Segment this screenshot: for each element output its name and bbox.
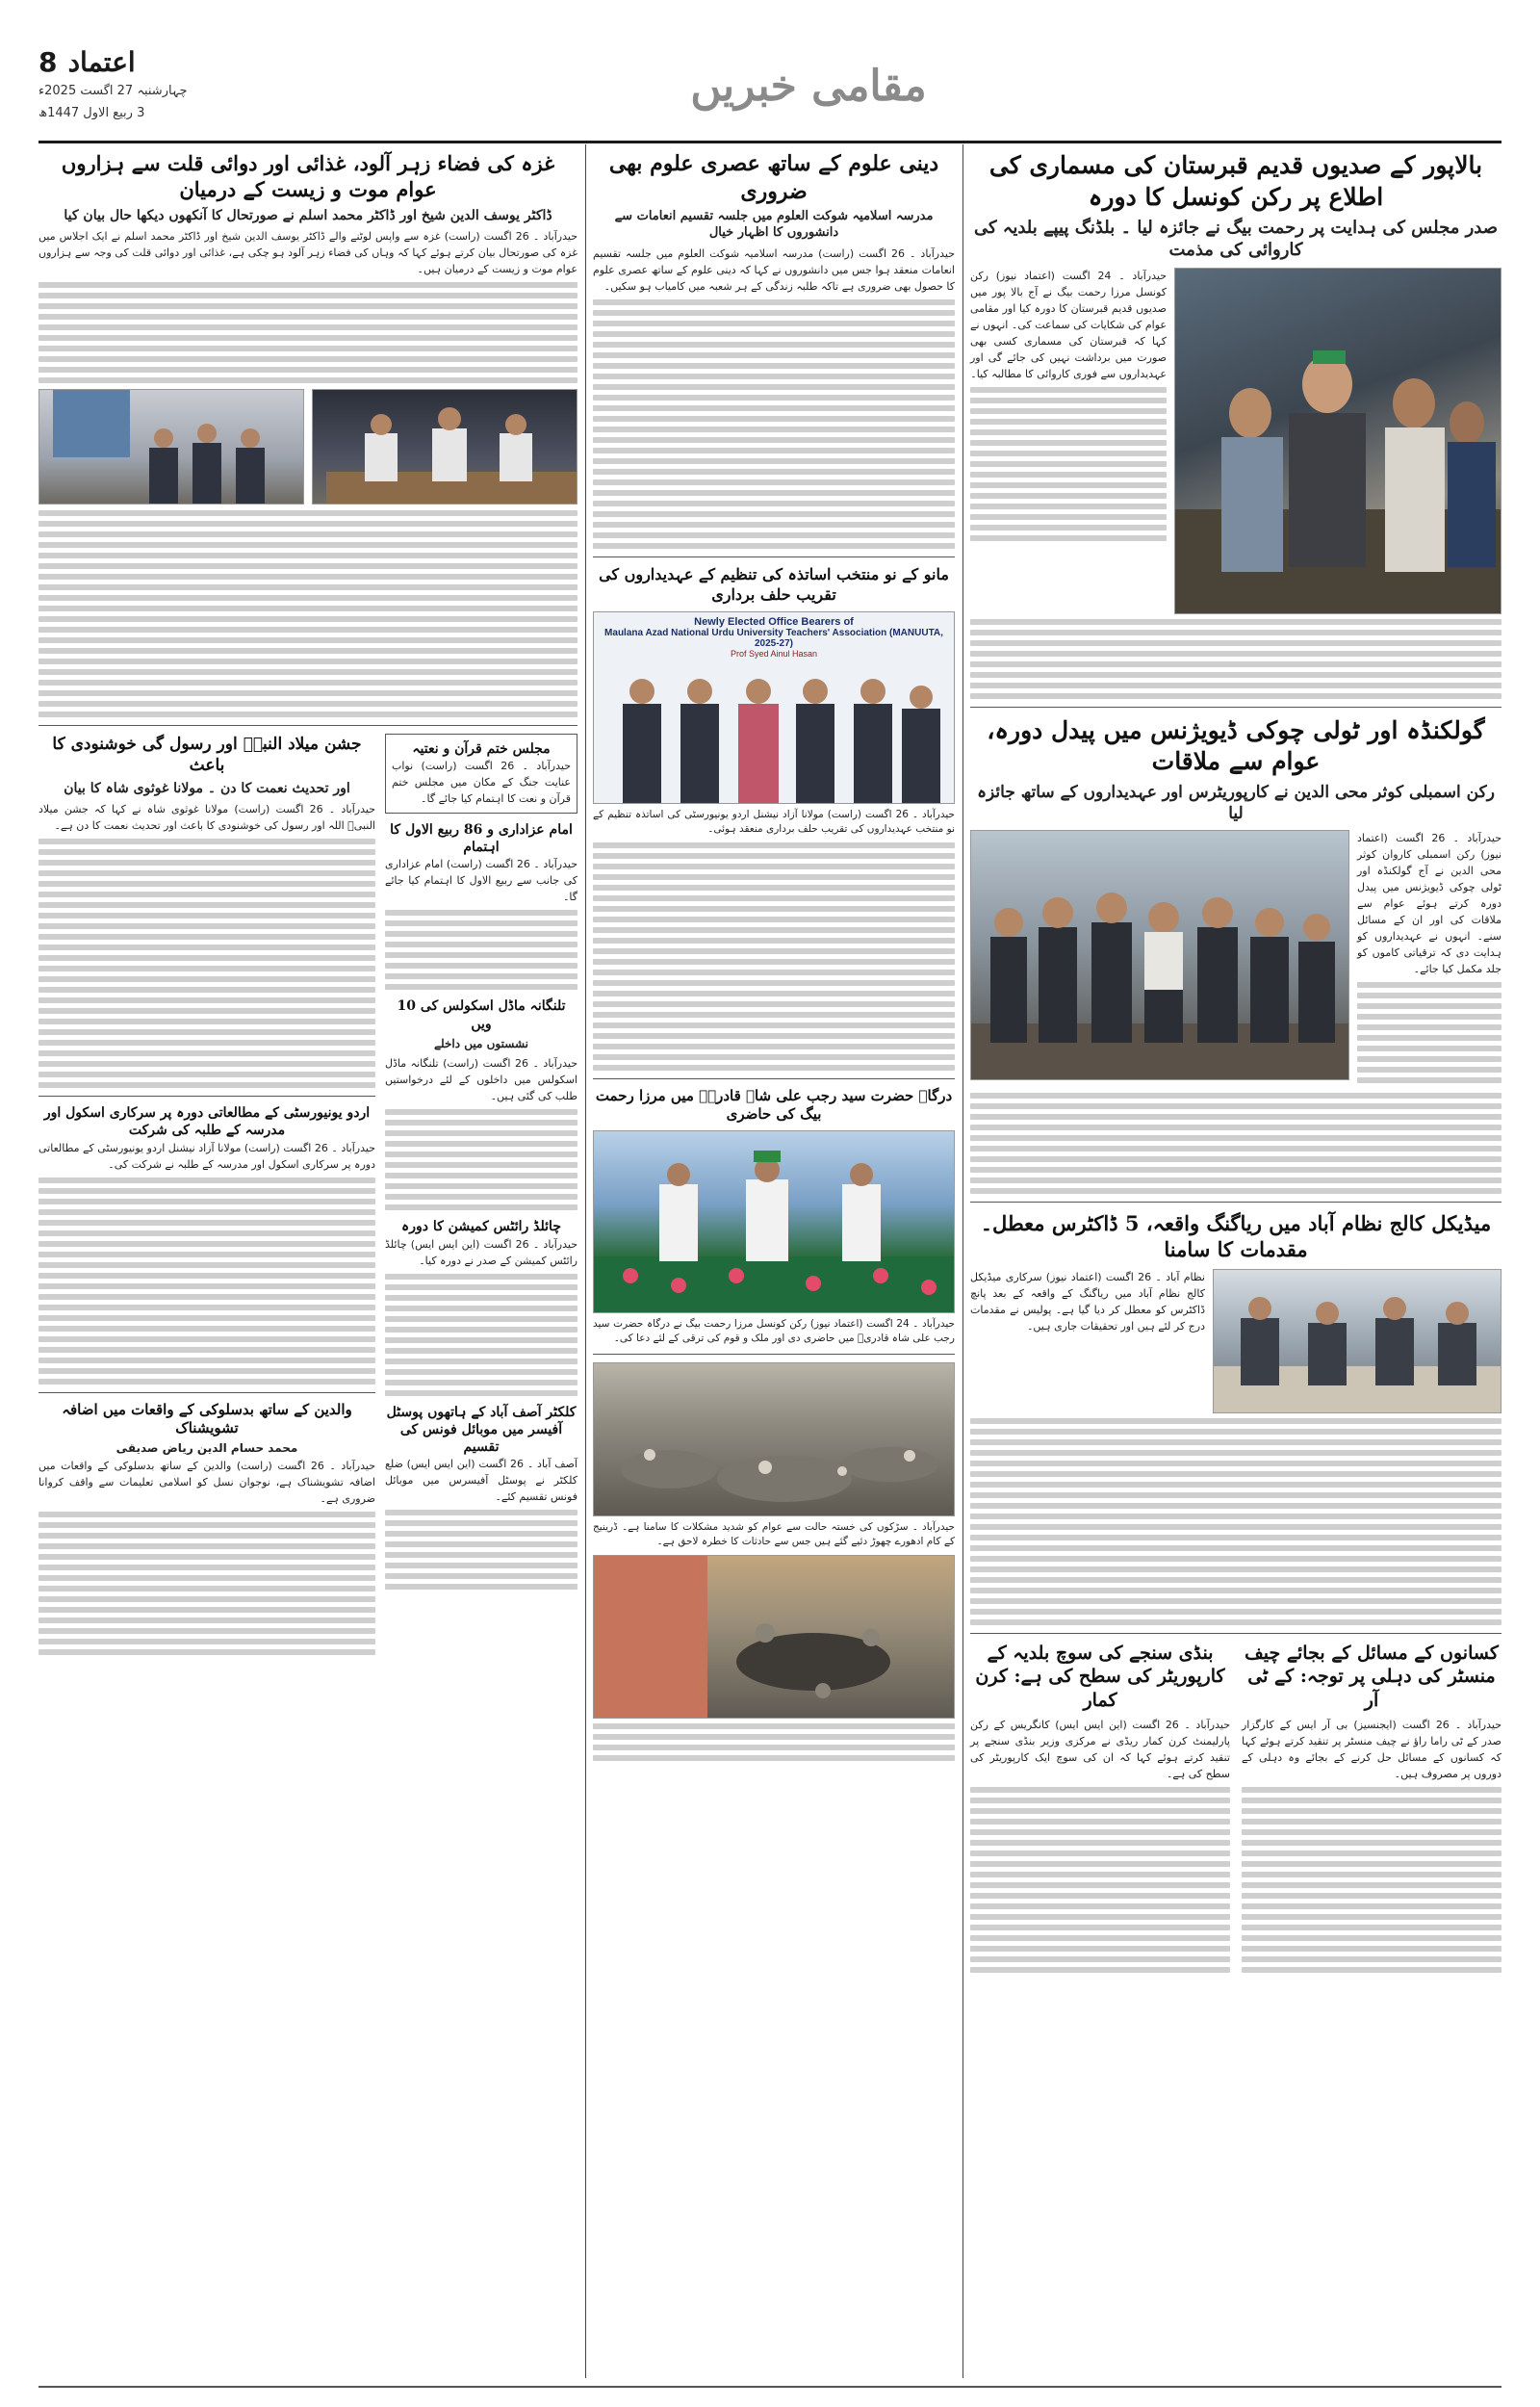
headline-medical-college: میڈیکل کالج نظام آباد میں ریاگنگ واقعہ، 5 ڈاکٹرس معطل۔ مقدمات کا سامنا xyxy=(980,1210,1492,1262)
page-number: 8 xyxy=(38,46,58,78)
story-separator xyxy=(593,1354,955,1355)
headline-golconda: گولکنڈہ اور ٹولی چوکی ڈیویژنس میں پیدل دورہ، عوام سے ملاقات xyxy=(987,715,1485,776)
newspaper-logo: اعتماد xyxy=(67,46,136,78)
body-milad: حیدرآباد ۔ 26 اگست (راست) مولانا غوثوی شاہ نے کہا کہ جشن میلاد النبیؐ اللہ اور رسول کی خوشنودی کا باعث اور تحدیث نعمت کا دن ہے۔ xyxy=(38,803,376,833)
photo-padyatra-figures xyxy=(971,831,1348,1080)
headline-madrasa: دینی علوم کے ساتھ عصری علوم بھی ضروری xyxy=(608,151,939,204)
text-filler xyxy=(385,1109,578,1210)
text-filler xyxy=(970,619,1502,699)
story-separator xyxy=(38,1096,375,1097)
briefs-column xyxy=(385,734,578,1660)
story-separator xyxy=(970,1202,1502,1203)
body-medical-college xyxy=(970,1269,1205,1413)
text-filler xyxy=(38,510,578,717)
body-madrasa: حیدرآباد ۔ 26 اگست (راست) مدرسہ اسلامیہ شوکت العلوم میں جلسہ تقسیم انعامات منعقد ہوا جس میں دانشوروں نے کہا کہ دینی علوم کے ساتھ عصری علوم کا حصول بھی ضروری ہے تاکہ طلبہ زندگی کے ہر شعبہ میں کامیاب ہو سکیں۔ xyxy=(593,246,955,293)
byline-parents: محمد حسام الدین ریاض صدیقی xyxy=(116,1440,298,1455)
body-balapur xyxy=(970,268,1167,614)
headline-collector: کلکٹر آصف آباد کے ہاتھوں پوسٹل آفیسر میں موبائل فونس کی تقسیم xyxy=(386,1404,577,1455)
text-filler xyxy=(593,299,955,549)
photo-road-damage-debris xyxy=(593,1363,954,1516)
left-main-stories xyxy=(38,734,375,1660)
story-separator xyxy=(593,1078,955,1079)
photo-gaza-audience xyxy=(38,389,304,505)
photo-road-damage xyxy=(593,1362,955,1516)
brief-majlis xyxy=(385,734,578,814)
subhead-milad: اور تحدیث نعمت کا دن ۔ مولانا غوثوی شاہ کا بیان xyxy=(64,780,350,796)
headline-gaza: غزہ کی فضاء زہر آلود، غذائی اور دوائی قلت سے ہزاروں عوام موت و زیست کے درمیان xyxy=(61,151,555,202)
text-filler xyxy=(970,1418,1502,1625)
subhead-golconda: رکن اسمبلی کوثر محی الدین نے کارپوریٹرس اور عہدیداروں کے ساتھ جائزہ لیا xyxy=(977,782,1495,823)
text-filler xyxy=(1242,1787,1502,1973)
photo-gaza-panel-figures xyxy=(326,390,577,505)
caption-dargah: حیدرآباد ۔ 24 اگست (اعتماد نیوز) رکن کونسل مرزا رحمت بیگ نے درگاہ حضرت سید رجب علی شاہ قادریؒ میں حاضری دی اور ملک و قوم کی ترقی کے لئے دعا کی۔ xyxy=(593,1317,955,1344)
body-ktr: حیدرآباد ۔ 26 اگست (ایجنسیز) بی آر ایس کے کارگزار صدر کے ٹی راما راؤ نے چیف منسٹر پر تنقید کرتے ہوئے کہا کہ کسانوں کے مسائل حل کرنے کے بجائے وہ دہلی کے دوروں پر مصروف ہیں۔ xyxy=(1242,1718,1502,1780)
photo-medical-college-figures xyxy=(1213,1270,1501,1413)
photo-drainage-pit xyxy=(593,1556,954,1719)
text-filler xyxy=(38,1178,375,1385)
body-medical-college-text: نظام آباد ۔ 26 اگست (اعتماد نیوز) سرکاری میڈیکل کالج نظام آباد میں ریاگنگ کے واقعہ کے بعد پانچ ڈاکٹرس کو معطل کر دیا گیا ہے۔ پولیس نے مقدمات درج کر لئے ہیں اور تحقیقات جاری ہیں۔ xyxy=(970,1270,1205,1333)
headline-kiran-kumar: بنڈی سنجے کی سوچ بلدیہ کے کارپوریٹر کی سطح کی ہے: کرن کمار xyxy=(975,1642,1225,1711)
text-filler xyxy=(970,387,1167,541)
body-balapur-text: حیدرآباد ۔ 24 اگست (اعتماد نیوز) رکن کونسل مرزا رحمت بیگ نے آج بالا پور میں صدیوں قدیم قبرستان کا دورہ کیا اور مقامی عوام کی شکایات کی سماعت کی۔ انہوں نے کہا کہ قبرستان کی مسماری کسی بھی صورت میں برداشت نہیں کی جائے گی اور عہدیداروں سے فوری کاروائی کا مطالبہ کیا۔ xyxy=(970,269,1168,380)
photo-padyatra-crowd xyxy=(970,830,1349,1080)
section-title: مقامی خبریں xyxy=(690,62,927,111)
headline-dargah: درگاہ حضرت سید رجب علی شاہ قادریؒ میں مرزا رحمت بیگ کی حاضری xyxy=(595,1086,953,1124)
story-separator xyxy=(970,1633,1502,1634)
headline-manuuta: مانو کے نو منتخب اساتذہ کی تنظیم کے عہدیداروں کی تقریب حلف برداری xyxy=(599,564,949,604)
text-filler xyxy=(38,1512,375,1655)
text-filler xyxy=(593,1723,955,1761)
body-kiran-kumar: حیدرآباد ۔ 26 اگست (این ایس ایس) کانگریس کے رکن پارلیمنٹ کرن کمار ریڈی نے مرکزی وزیر بنڈی سنجے پر تنقید کرتے ہوئے کہا کہ ان کی سوچ ایک کارپوریٹر کی سطح کی ہے۔ xyxy=(970,1718,1230,1780)
body-golconda xyxy=(1357,830,1502,1088)
banner-chief: Prof Syed Ainul Hasan xyxy=(730,648,818,659)
text-filler xyxy=(970,1093,1502,1194)
headline-imam: امام عزاداری و 86 ربیع الاول کا اہتمام xyxy=(390,821,573,856)
subhead-model-schools: نشستوں میں داخلے xyxy=(433,1036,529,1050)
caption-manuuta: حیدرآباد ۔ 26 اگست (راست) مولانا آزاد نیشنل اردو یونیورسٹی کی اساتذہ تنظیم کے نو منتخب عہدیداروں کی تقریب حلف برداری منعقد ہوئی۔ xyxy=(593,808,955,835)
text-filler xyxy=(1357,982,1502,1083)
text-filler xyxy=(38,839,375,1088)
text-filler xyxy=(385,1274,578,1396)
subhead-madrasa: مدرسہ اسلامیہ شوکت العلوم میں جلسہ تقسیم انعامات سے دانشوروں کا اظہار خیال xyxy=(614,209,934,241)
headline-model-schools: تلنگانہ ماڈل اسکولس کی 10 ویں xyxy=(397,998,566,1032)
body-child-rights: حیدرآباد ۔ 26 اگست (این ایس ایس) چائلڈ رائٹس کمیشن کے صدر نے دورہ کیا۔ xyxy=(385,1237,578,1267)
text-filler xyxy=(38,282,578,383)
photo-dargah-figures xyxy=(593,1131,954,1313)
right-column xyxy=(970,144,1502,1978)
body-imam: حیدرآباد ۔ 26 اگست (راست) امام عزاداری کی جانب سے ربیع الاول کا اہتمام کیا جائے گا۔ xyxy=(385,858,578,904)
date-hijri: 3 ربیع الاول 1447ھ xyxy=(38,106,145,120)
body-majlis: حیدرآباد ۔ 26 اگست (راست) نواب عنایت جنگ کے مکان میں مجلس ختم قرآن و نعت کا اہتمام کیا جائے گا۔ xyxy=(392,759,571,805)
banner-org: Maulana Azad National Urdu University Teachers' Association (MANUUTA, 2025-27) xyxy=(604,627,943,649)
photo-graveyard-visit-figures xyxy=(1174,269,1501,614)
headline-ktr: کسانوں کے مسائل کے بجائے چیف منسٹر کی دہلی پر توجہ: کے ٹی آر xyxy=(1245,1642,1499,1711)
story-kiran-kumar xyxy=(970,1642,1230,1978)
text-filler xyxy=(385,910,578,990)
brand-block xyxy=(38,46,192,122)
text-filler xyxy=(970,1787,1230,1973)
photo-graveyard-visit xyxy=(1174,268,1502,614)
caption-road-damage: حیدرآباد ۔ سڑکوں کی خستہ حالت سے عوام کو شدید مشکلات کا سامنا ہے۔ ڈرینیج کے کام ادھورے چھوڑ دئیے گئے ہیں جس سے حادثات کا خطرہ لاحق ہے۔ xyxy=(593,1520,955,1547)
column-divider xyxy=(585,144,586,2378)
subhead-balapur: صدر مجلس کی ہدایت پر رحمت بیگ نے جائزہ لیا ۔ بلڈنگ پیپے بلدیہ کی کاروائی کی مذمت xyxy=(973,218,1499,261)
story-separator xyxy=(38,725,578,726)
middle-column xyxy=(593,144,955,1766)
story-separator xyxy=(38,1392,375,1393)
headline-milad: جشن میلاد النبیؐ اور رسول گی خوشنودی کا باعث xyxy=(52,734,362,775)
photo-manuuta-figures xyxy=(594,612,955,804)
photo-gaza-audience-figures xyxy=(53,390,303,505)
photo-gaza-panel xyxy=(312,389,578,505)
headline-majlis: مجلس ختم قرآن و نعتیہ xyxy=(412,740,551,757)
photo-dargah-visit xyxy=(593,1130,955,1313)
text-filler xyxy=(385,1510,578,1590)
body-collector: آصف آباد ۔ 26 اگست (این ایس ایس) ضلع کلکٹر نے پوسٹل آفیسرس میں موبائل فونس تقسیم کئے۔ xyxy=(385,1458,578,1504)
body-model-schools: حیدرآباد ۔ 26 اگست (راست) تلنگانہ ماڈل اسکولس میں داخلوں کے لئے درخواستیں طلب کی گئی ہیں۔ xyxy=(385,1057,578,1103)
body-golconda-text: حیدرآباد ۔ 26 اگست (اعتماد نیوز) رکن اسمبلی کاروان کوثر محی الدین نے آج گولکنڈہ اور ٹولی چوکی ڈیویژنس میں پیدل دورہ کرتے ہوئے عوام سے ملاقات کی اور ان کے مسائل سنے۔ انہوں نے عہدیداروں کو ہدایت دی کہ ترقیاتی کاموں کو جلد مکمل کیا جائے۔ xyxy=(1357,831,1502,975)
column-divider xyxy=(962,144,963,2378)
headline-balapur: بالاپور کے صدیوں قدیم قبرستان کی مسماری کی اطلاع پر رکن کونسل کا دورہ xyxy=(988,151,1483,211)
photo-manuuta-oath xyxy=(593,611,955,804)
photo-drainage-work xyxy=(593,1555,955,1719)
photo-medical-college xyxy=(1213,1269,1502,1413)
headline-urdu-university: اردو یونیورسٹی کے مطالعاتی دورہ پر سرکاری اسکول اور مدرسہ کے طلبہ کی شرکت xyxy=(43,1105,371,1139)
text-filler xyxy=(593,842,955,1071)
subhead-gaza: ڈاکٹر یوسف الدین شیخ اور ڈاکٹر محمد اسلم نے صورتحال کا آنکھوں دیکھا حال بیان کیا xyxy=(64,207,552,223)
story-ktr xyxy=(1242,1642,1502,1978)
masthead-rule xyxy=(38,141,1502,143)
story-separator xyxy=(970,707,1502,708)
masthead xyxy=(38,37,1502,142)
headline-child-rights: چائلڈ رائٹس کمیشن کا دورہ xyxy=(401,1219,561,1235)
body-urdu-university: حیدرآباد ۔ 26 اگست (راست) مولانا آزاد نیشنل اردو یونیورسٹی کے مطالعاتی دورہ پر سرکاری اسکول اور مدرسہ کے طلبہ نے شرکت کی۔ xyxy=(38,1141,375,1171)
date-gregorian: چہارشنبہ 27 اگست 2025ء xyxy=(38,84,188,98)
headline-parents: والدین کے ساتھ بدسلوکی کے واقعات میں اضافہ تشویشناک xyxy=(62,1400,352,1437)
body-gaza: حیدرآباد ۔ 26 اگست (راست) غزہ سے واپس لوٹنے والے ڈاکٹر یوسف الدین شیخ اور ڈاکٹر محمد اسلم نے ایک اجلاس میں غزہ کی صورتحال بیان کرتے ہوئے کہا کہ وہاں کی فضاء زہر آلود ہو چکی ہے، غذائی اور دوائی قلت کی وجہ سے ہزاروں عوام موت و زیست کے درمیان ہیں۔ xyxy=(38,229,578,275)
body-parents: حیدرآباد ۔ 26 اگست (راست) والدین کے ساتھ بدسلوکی کے واقعات میں اضافہ تشویشناک ہے، نوجوان نسل کو اسلامی تعلیمات سے واقف کروانا ضروری ہے۔ xyxy=(38,1459,375,1505)
left-column xyxy=(38,144,578,1660)
story-separator xyxy=(593,556,955,557)
banner-title: Newly Elected Office Bearers of xyxy=(694,615,854,628)
footer-rule xyxy=(38,2386,1502,2388)
